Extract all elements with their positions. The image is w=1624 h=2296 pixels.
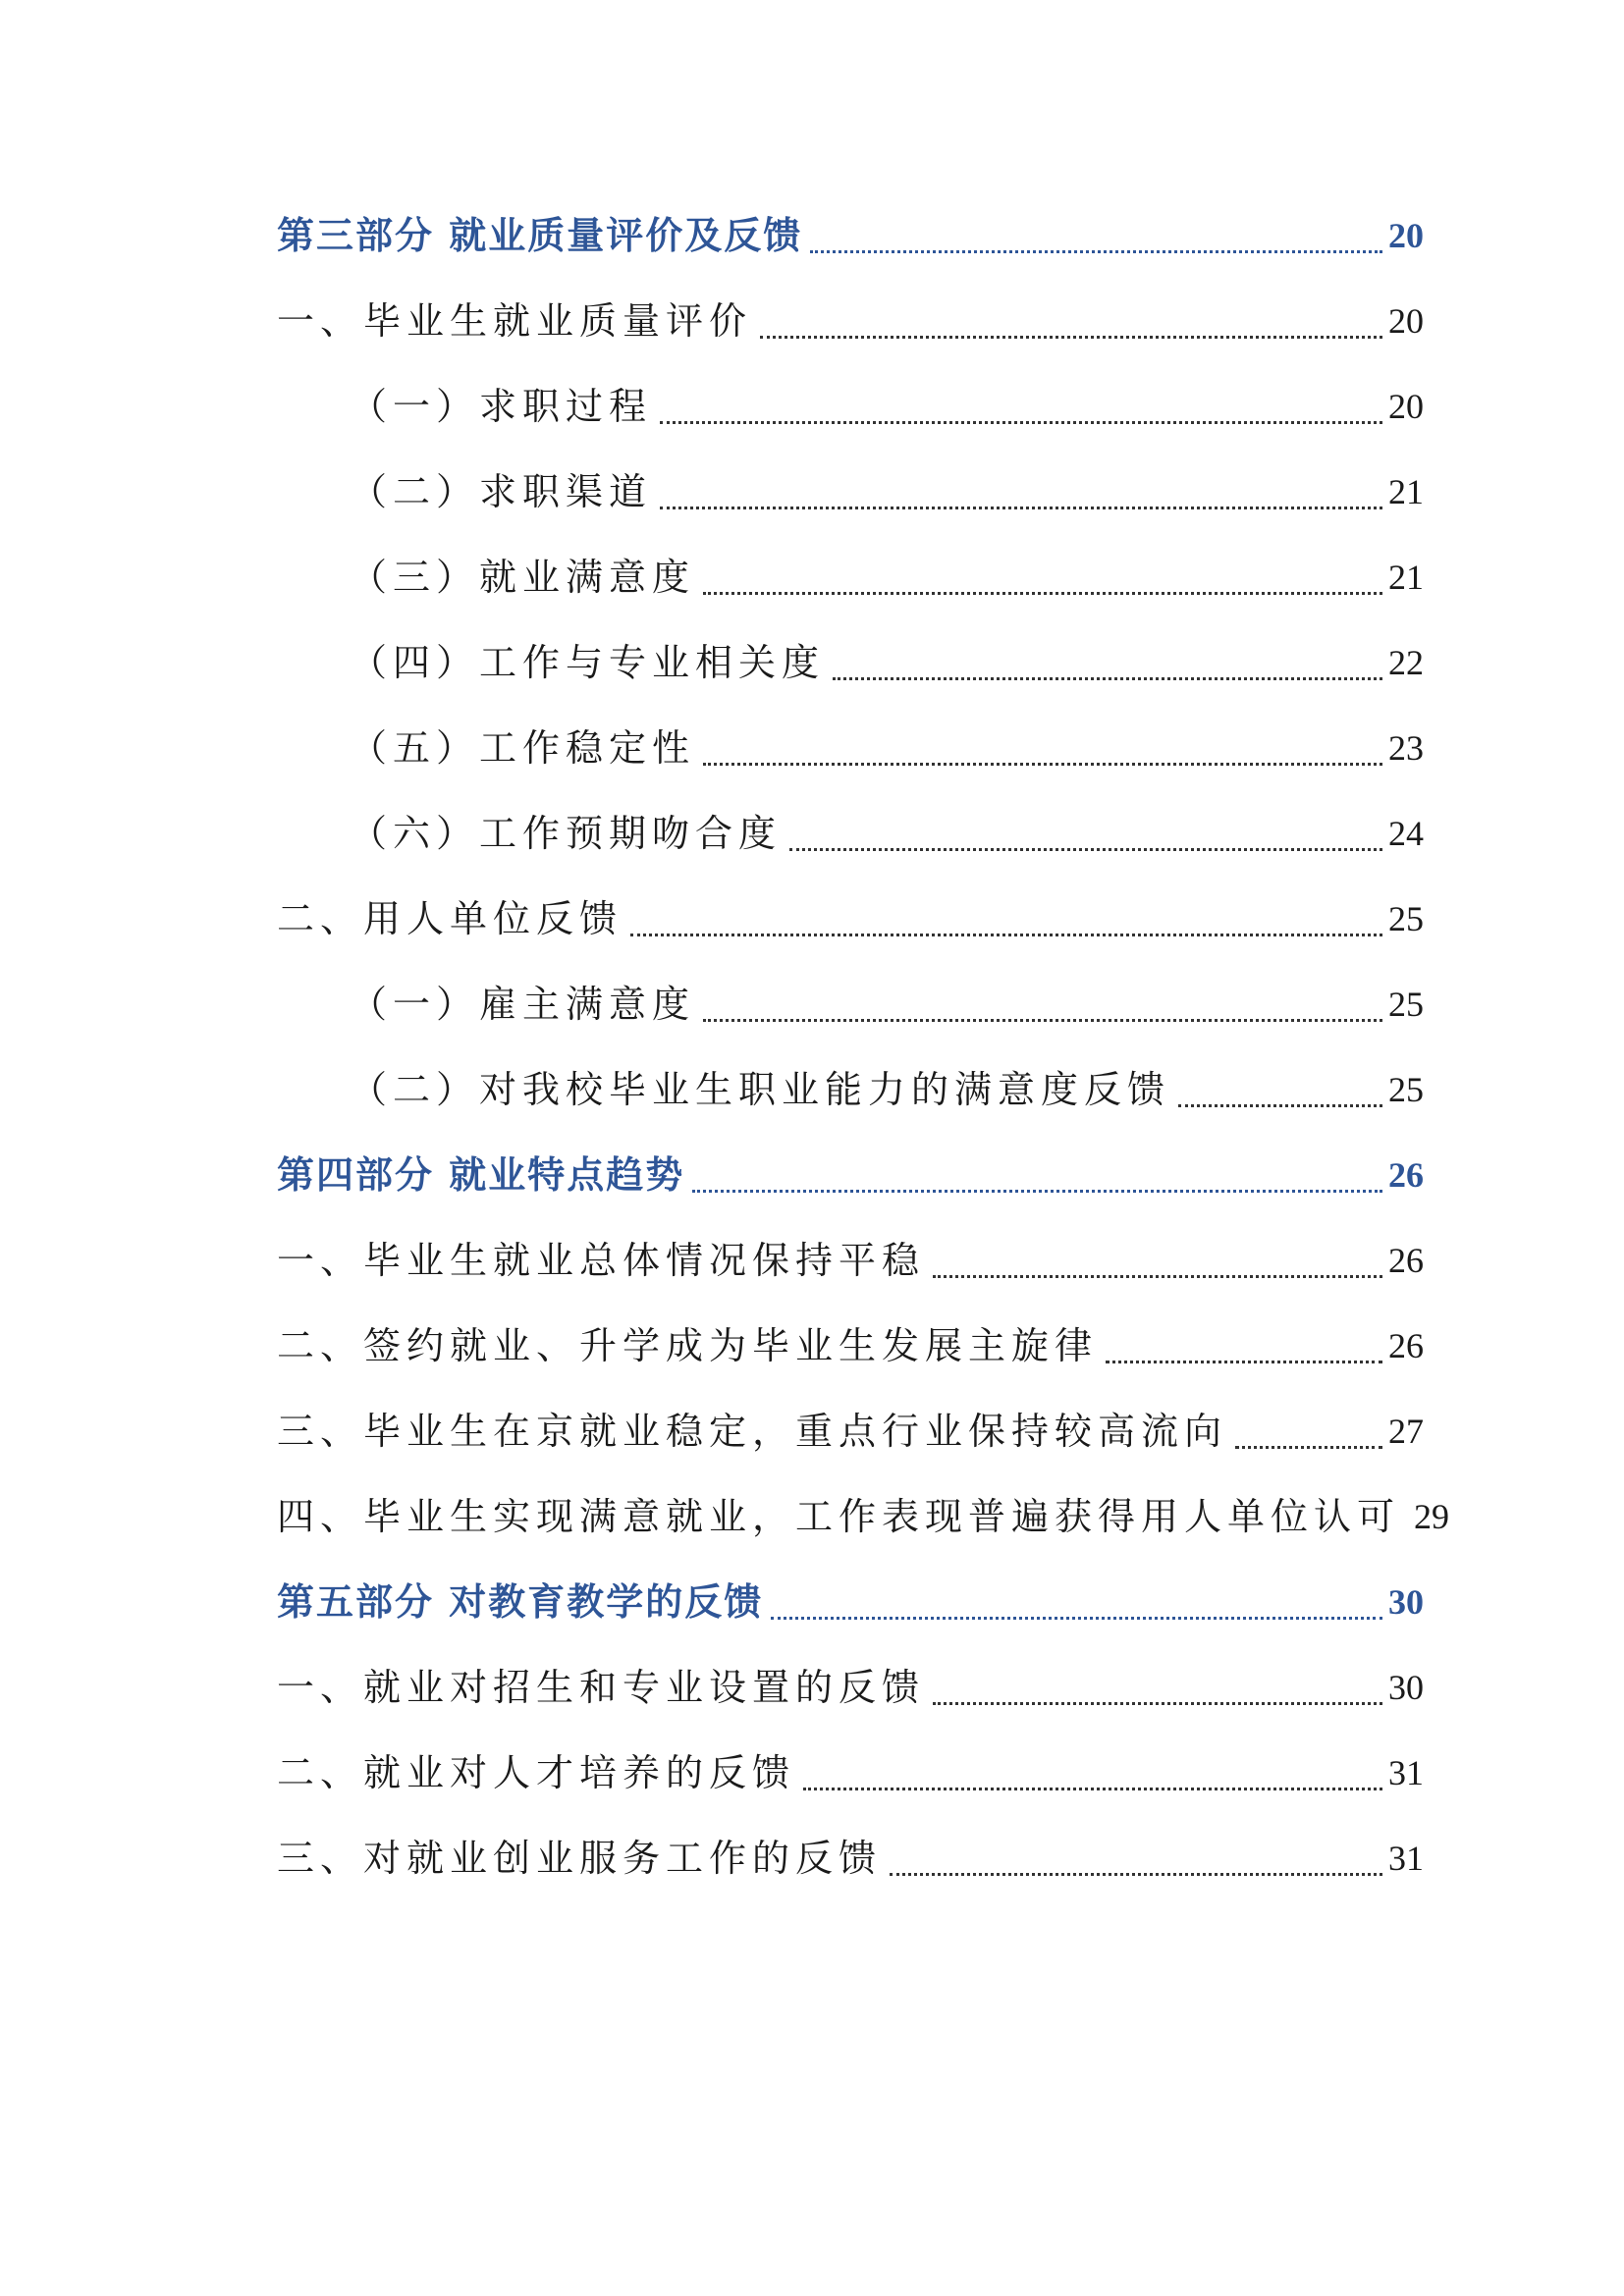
toc-entry-title: 二、用人单位反馈 — [277, 897, 623, 940]
toc-entry-section[interactable] — [277, 1827, 1424, 1890]
toc-entry-page: 25 — [1388, 1070, 1424, 1109]
toc-entry-section[interactable] — [277, 290, 1424, 352]
toc-entry-page: 26 — [1388, 1155, 1424, 1195]
toc-dot-leader — [660, 507, 1382, 509]
toc-entry-title: 第五部分 对教育教学的反馈 — [277, 1579, 764, 1624]
toc-entry-title: （三）就业满意度 — [350, 556, 696, 599]
toc-entry-page: 20 — [1388, 216, 1424, 255]
toc-entry-title: （五）工作稳定性 — [350, 726, 696, 770]
toc-entry-title: （六）工作预期吻合度 — [350, 812, 783, 855]
toc-entry-page: 20 — [1388, 387, 1424, 426]
toc-entry-title: （四）工作与专业相关度 — [350, 641, 826, 684]
toc-entry-title: 三、毕业生在京就业稳定，重点行业保持较高流向 — [277, 1410, 1228, 1453]
toc-dot-leader — [933, 1275, 1382, 1278]
toc-entry-title: 第三部分 就业质量评价及反馈 — [277, 213, 803, 257]
toc-entry-page: 29 — [1414, 1497, 1450, 1536]
toc-entry-title: （一）雇主满意度 — [350, 983, 696, 1026]
toc-entry-page: 31 — [1388, 1753, 1424, 1792]
toc-entry-subsection[interactable] — [277, 631, 1424, 694]
toc-dot-leader — [810, 250, 1382, 253]
toc-entry-part[interactable] — [277, 1144, 1424, 1206]
toc-dot-leader — [771, 1617, 1382, 1620]
toc-entry-subsection[interactable] — [277, 802, 1424, 865]
toc-entry-title: 一、毕业生就业质量评价 — [277, 299, 753, 343]
toc-dot-leader — [1178, 1104, 1382, 1107]
toc-dot-leader — [703, 592, 1382, 595]
toc-entry-page: 25 — [1388, 985, 1424, 1024]
toc-dot-leader — [933, 1702, 1382, 1705]
toc-entry-page: 21 — [1388, 558, 1424, 597]
toc-dot-leader — [789, 848, 1382, 851]
toc-dot-leader — [833, 677, 1382, 680]
toc-entry-subsection[interactable] — [277, 717, 1424, 779]
toc-entry-title: 四、毕业生实现满意就业，工作表现普遍获得用人单位认可 — [277, 1495, 1401, 1538]
toc-entry-title: 二、就业对人才培养的反馈 — [277, 1751, 796, 1794]
toc-entry-page: 26 — [1388, 1241, 1424, 1280]
toc-entry-title: （一）求职过程 — [350, 385, 653, 428]
toc-entry-section[interactable] — [277, 887, 1424, 950]
toc-entry-title: 三、对就业创业服务工作的反馈 — [277, 1837, 883, 1880]
toc-entry-section[interactable] — [277, 1741, 1424, 1804]
toc-dot-leader — [803, 1788, 1382, 1790]
toc-dot-leader — [890, 1873, 1382, 1876]
toc-entry-page: 26 — [1388, 1326, 1424, 1365]
toc-entry-page: 20 — [1388, 301, 1424, 341]
toc-dot-leader — [760, 336, 1382, 339]
toc-entry-page: 24 — [1388, 814, 1424, 853]
toc-dot-leader — [703, 1019, 1382, 1022]
toc-entry-subsection[interactable] — [277, 973, 1424, 1036]
toc-entry-page: 23 — [1388, 728, 1424, 768]
toc-entry-section[interactable] — [277, 1229, 1424, 1292]
toc-dot-leader — [703, 763, 1382, 766]
toc-dot-leader — [1106, 1361, 1382, 1363]
toc-entry-title: 一、就业对招生和专业设置的反馈 — [277, 1666, 926, 1709]
toc-dot-leader — [630, 934, 1382, 936]
toc-entry-subsection[interactable] — [277, 546, 1424, 609]
toc-entry-page: 31 — [1388, 1839, 1424, 1878]
toc-entry-section[interactable] — [277, 1485, 1450, 1548]
toc-entry-part[interactable] — [277, 1571, 1424, 1633]
toc-entry-title: 一、毕业生就业总体情况保持平稳 — [277, 1239, 926, 1282]
toc-entry-section[interactable] — [277, 1656, 1424, 1719]
toc-entry-page: 25 — [1388, 899, 1424, 938]
toc-entry-title: （二）求职渠道 — [350, 470, 653, 513]
toc-dot-leader — [1235, 1446, 1382, 1449]
toc-entry-subsection[interactable] — [277, 1058, 1424, 1121]
toc-entry-title: （二）对我校毕业生职业能力的满意度反馈 — [350, 1068, 1171, 1111]
toc-entry-section[interactable] — [277, 1314, 1424, 1377]
toc-entry-title: 二、签约就业、升学成为毕业生发展主旋律 — [277, 1324, 1099, 1367]
toc-entry-page: 22 — [1388, 643, 1424, 682]
toc-dot-leader — [692, 1190, 1382, 1193]
toc-entry-page: 27 — [1388, 1412, 1424, 1451]
toc-entry-subsection[interactable] — [277, 460, 1424, 523]
toc-entry-page: 21 — [1388, 472, 1424, 511]
toc-entry-part[interactable] — [277, 204, 1424, 267]
toc-entry-page: 30 — [1388, 1582, 1424, 1622]
toc-dot-leader — [660, 421, 1382, 424]
toc-entry-subsection[interactable] — [277, 375, 1424, 438]
toc-entry-page: 30 — [1388, 1668, 1424, 1707]
toc-entry-section[interactable] — [277, 1400, 1424, 1463]
toc-entry-title: 第四部分 就业特点趋势 — [277, 1152, 685, 1197]
